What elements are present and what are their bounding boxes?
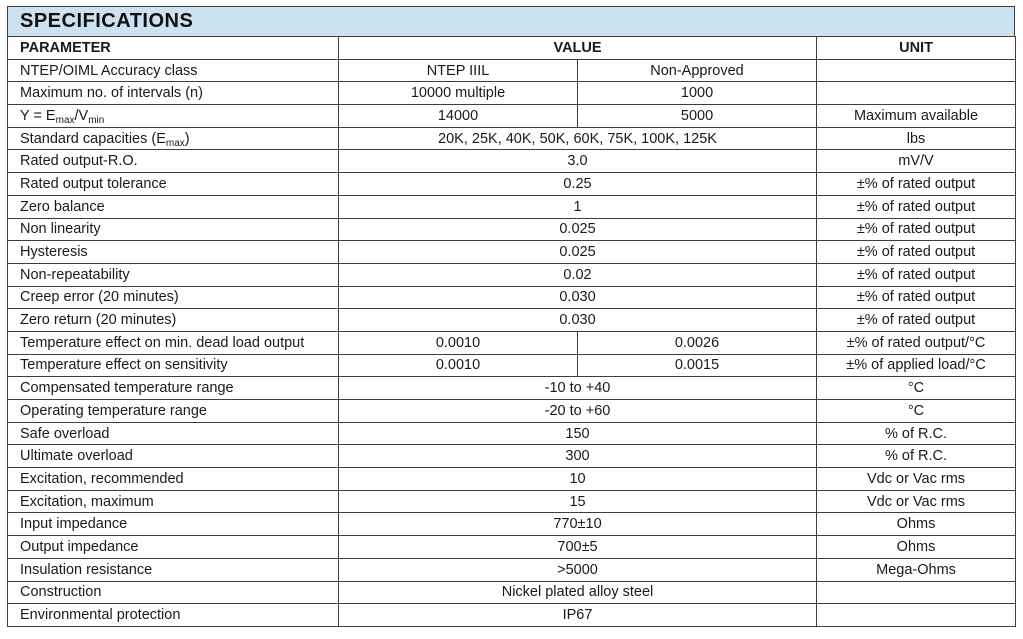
unit-cell: Ohms [817, 513, 1016, 536]
unit-cell [817, 604, 1016, 627]
value-cell: 1 [339, 195, 817, 218]
parameter-text: ) [184, 130, 190, 147]
parameter-text: Y = E [20, 107, 56, 124]
table-row [8, 150, 1016, 173]
unit-cell: Maximum available [817, 105, 1016, 128]
parameter-cell [8, 105, 339, 128]
specifications-sheet [7, 6, 1015, 627]
parameter-subscript: min [88, 114, 105, 126]
parameter-cell: Safe overload [8, 422, 339, 445]
value-cell: Non-Approved [578, 59, 817, 82]
value-cell: 770±10 [339, 513, 817, 536]
parameter-cell [8, 127, 339, 150]
table-row [8, 331, 1016, 354]
header-parameter: PARAMETER [8, 37, 339, 60]
value-cell: -10 to +40 [339, 377, 817, 400]
page-title: SPECIFICATIONS [20, 10, 194, 32]
value-cell: 15 [339, 490, 817, 513]
unit-cell: ±% of rated output [817, 263, 1016, 286]
value-cell: NTEP IIIL [339, 59, 578, 82]
value-cell: 0.0015 [578, 354, 817, 377]
unit-cell: °C [817, 377, 1016, 400]
value-cell: 0.0010 [339, 354, 578, 377]
parameter-cell: Excitation, maximum [8, 490, 339, 513]
unit-cell: mV/V [817, 150, 1016, 173]
unit-cell: ±% of rated output [817, 286, 1016, 309]
parameter-cell: Temperature effect on sensitivity [8, 354, 339, 377]
parameter-cell: Non-repeatability [8, 263, 339, 286]
unit-cell: ±% of applied load/°C [817, 354, 1016, 377]
header-value: VALUE [339, 37, 817, 60]
value-cell: 0.0026 [578, 331, 817, 354]
table-row [8, 558, 1016, 581]
table-row [8, 286, 1016, 309]
unit-cell: Ohms [817, 536, 1016, 559]
parameter-text: Standard capacities (E [20, 130, 166, 147]
value-cell: 5000 [578, 105, 817, 128]
value-cell: 700±5 [339, 536, 817, 559]
value-cell: IP67 [339, 604, 817, 627]
table-row [8, 241, 1016, 264]
unit-cell: ±% of rated output [817, 218, 1016, 241]
unit-cell: % of R.C. [817, 422, 1016, 445]
table-row [8, 400, 1016, 423]
value-cell: >5000 [339, 558, 817, 581]
header-row [8, 37, 1016, 60]
parameter-subscript: max [165, 137, 185, 149]
parameter-cell: Ultimate overload [8, 445, 339, 468]
parameter-cell: Rated output-R.O. [8, 150, 339, 173]
value-cell: 150 [339, 422, 817, 445]
table-row [8, 309, 1016, 332]
header-unit: UNIT [817, 37, 1016, 60]
parameter-cell: Output impedance [8, 536, 339, 559]
table-row [8, 468, 1016, 491]
value-cell: 20K, 25K, 40K, 50K, 60K, 75K, 100K, 125K [339, 127, 817, 150]
value-cell: Nickel plated alloy steel [339, 581, 817, 604]
unit-cell: ±% of rated output [817, 309, 1016, 332]
parameter-cell: Creep error (20 minutes) [8, 286, 339, 309]
parameter-cell: Zero balance [8, 195, 339, 218]
parameter-cell: NTEP/OIML Accuracy class [8, 59, 339, 82]
unit-cell: % of R.C. [817, 445, 1016, 468]
unit-cell: °C [817, 400, 1016, 423]
parameter-cell: Rated output tolerance [8, 173, 339, 196]
table-row [8, 377, 1016, 400]
unit-cell [817, 82, 1016, 105]
table-row [8, 195, 1016, 218]
value-cell: 0.0010 [339, 331, 578, 354]
unit-cell: ±% of rated output [817, 195, 1016, 218]
parameter-cell: Zero return (20 minutes) [8, 309, 339, 332]
parameter-cell: Excitation, recommended [8, 468, 339, 491]
table-row [8, 536, 1016, 559]
parameter-subscript: max [55, 114, 75, 126]
value-cell: 300 [339, 445, 817, 468]
table-row [8, 105, 1016, 128]
table-row [8, 354, 1016, 377]
parameter-cell: Temperature effect on min. dead load output [8, 331, 339, 354]
table-row [8, 127, 1016, 150]
value-cell: 0.030 [339, 309, 817, 332]
table-row [8, 263, 1016, 286]
unit-cell: Vdc or Vac rms [817, 468, 1016, 491]
parameter-cell: Operating temperature range [8, 400, 339, 423]
table-row [8, 82, 1016, 105]
parameter-text: /V [74, 107, 89, 124]
table-row [8, 218, 1016, 241]
value-cell: 14000 [339, 105, 578, 128]
value-cell: 1000 [578, 82, 817, 105]
value-cell: 10 [339, 468, 817, 491]
spec-table [7, 36, 1016, 627]
value-cell: 0.025 [339, 218, 817, 241]
parameter-cell: Insulation resistance [8, 558, 339, 581]
unit-cell: ±% of rated output [817, 241, 1016, 264]
table-row [8, 445, 1016, 468]
unit-cell: ±% of rated output/°C [817, 331, 1016, 354]
parameter-cell: Construction [8, 581, 339, 604]
value-cell: 0.030 [339, 286, 817, 309]
spec-body [8, 59, 1016, 626]
unit-cell: lbs [817, 127, 1016, 150]
unit-cell [817, 59, 1016, 82]
parameter-cell: Input impedance [8, 513, 339, 536]
value-cell: 3.0 [339, 150, 817, 173]
unit-cell: Vdc or Vac rms [817, 490, 1016, 513]
value-cell: -20 to +60 [339, 400, 817, 423]
title-bar [7, 6, 1015, 36]
value-cell: 10000 multiple [339, 82, 578, 105]
value-cell: 0.02 [339, 263, 817, 286]
table-row [8, 173, 1016, 196]
unit-cell [817, 581, 1016, 604]
parameter-cell: Maximum no. of intervals (n) [8, 82, 339, 105]
table-row [8, 604, 1016, 627]
value-cell: 0.025 [339, 241, 817, 264]
table-row [8, 490, 1016, 513]
parameter-cell: Environmental protection [8, 604, 339, 627]
table-row [8, 59, 1016, 82]
table-row [8, 581, 1016, 604]
parameter-cell: Hysteresis [8, 241, 339, 264]
unit-cell: Mega-Ohms [817, 558, 1016, 581]
value-cell: 0.25 [339, 173, 817, 196]
table-row [8, 422, 1016, 445]
parameter-cell: Non linearity [8, 218, 339, 241]
parameter-cell: Compensated temperature range [8, 377, 339, 400]
table-row [8, 513, 1016, 536]
unit-cell: ±% of rated output [817, 173, 1016, 196]
